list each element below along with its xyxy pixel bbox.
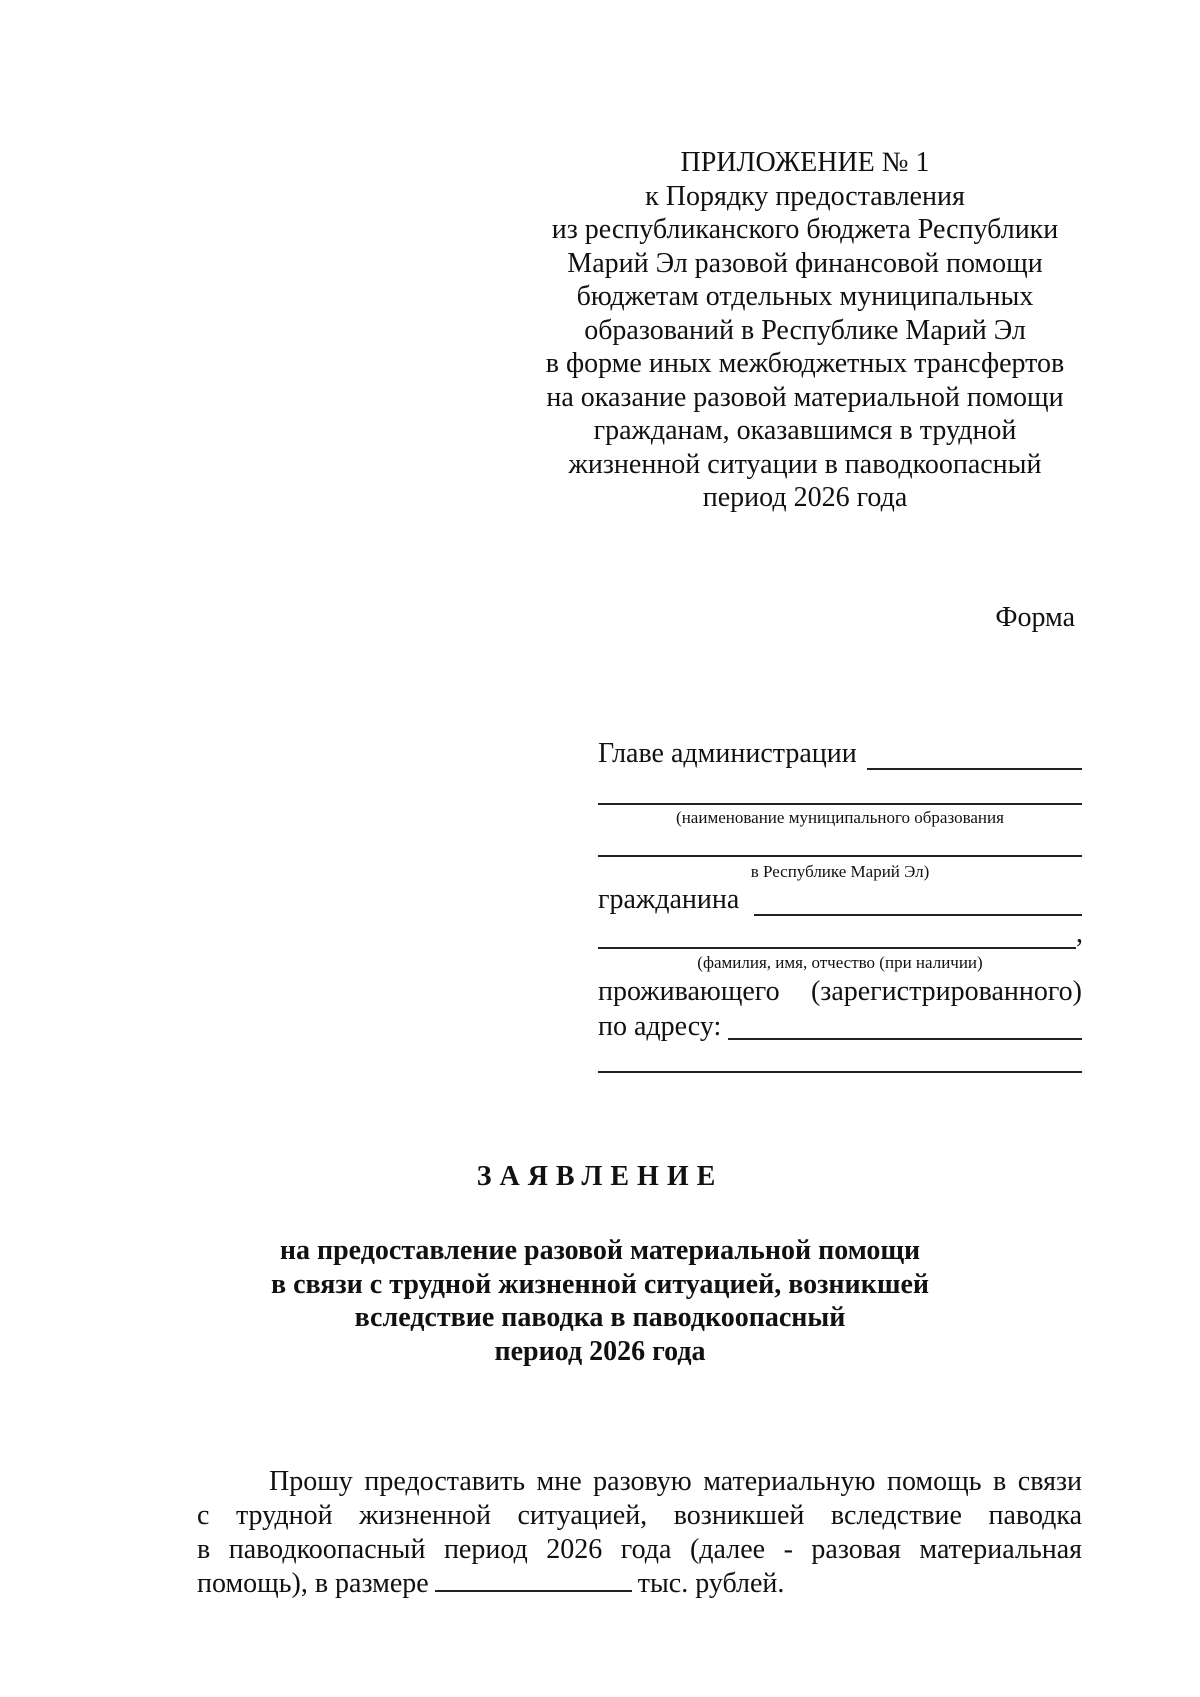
address-field[interactable] [728,1038,1082,1040]
subtitle-line: на предоставление разовой материальной помощи [279,1235,921,1266]
municipality-field-2[interactable] [598,855,1082,857]
hint-republic: в Республике Марий Эл) [750,862,930,881]
appendix-line: из республиканского бюджета Республики [551,214,1059,245]
head-name-field[interactable] [867,768,1082,770]
to-head-label: Главе администрации [598,738,857,769]
appendix-line: к Порядку предоставления [645,180,965,212]
citizen-label: гражданина [598,884,740,915]
appendix-line: гражданам, оказавшимся в трудной [593,415,1017,446]
appendix-line: период 2026 года [702,482,908,513]
paragraph-line: Прошу предоставить мне разовую материальную помощь в связи [269,1466,1082,1497]
amount-prefix: помощь), в размере [197,1568,429,1599]
amount-suffix: тыс. рублей. [637,1568,785,1599]
subtitle-line: в связи с трудной жизненной ситуацией, возникшей [270,1268,930,1300]
appendix-line: образований в Республике Марий Эл [584,314,1026,346]
subtitle-line: период 2026 года [494,1335,706,1367]
appendix-line: жизненной ситуации в паводкоопасный [568,448,1042,480]
amount-field[interactable] [435,1568,632,1592]
paragraph-line: в паводкоопасный период 2026 года (далее - разовая материальная [197,1534,1082,1565]
residing-label: проживающего [598,976,780,1007]
appendix-line: в форме иных межбюджетных трансфертов [545,348,1065,379]
registered-label: (зарегистрированного) [810,976,1082,1007]
paragraph-last-line [197,1567,1082,1601]
municipality-field[interactable] [598,803,1082,805]
document-subtitle [250,1234,950,1368]
address-label: по адресу: [598,1011,722,1042]
paragraph-line: с трудной жизненной ситуацией, возникшей вследствие паводка [197,1500,1082,1531]
subtitle-line: вследствие паводка в паводкоопасный [354,1302,846,1333]
hint-name: (фамилия, имя, отчество (при наличии) [697,953,983,972]
appendix-line: Марий Эл разовой финансовой помощи [567,247,1043,279]
hint-municipality: (наименование муниципального образования [676,808,1004,827]
document-title: ЗАЯВЛЕНИЕ [476,1161,724,1192]
appendix-line: бюджетам отдельных муниципальных [576,281,1034,312]
request-paragraph [197,1465,1082,1601]
appendix-line: ПРИЛОЖЕНИЕ № 1 [680,147,930,178]
appendix-header [545,146,1065,515]
comma: , [1076,918,1083,949]
form-label: Форма [995,602,1075,633]
appendix-line: на оказание разовой материальной помощи [546,381,1064,413]
citizen-field[interactable] [754,914,1082,916]
address-field-2[interactable] [598,1071,1082,1073]
citizen-name-field[interactable] [598,947,1076,949]
